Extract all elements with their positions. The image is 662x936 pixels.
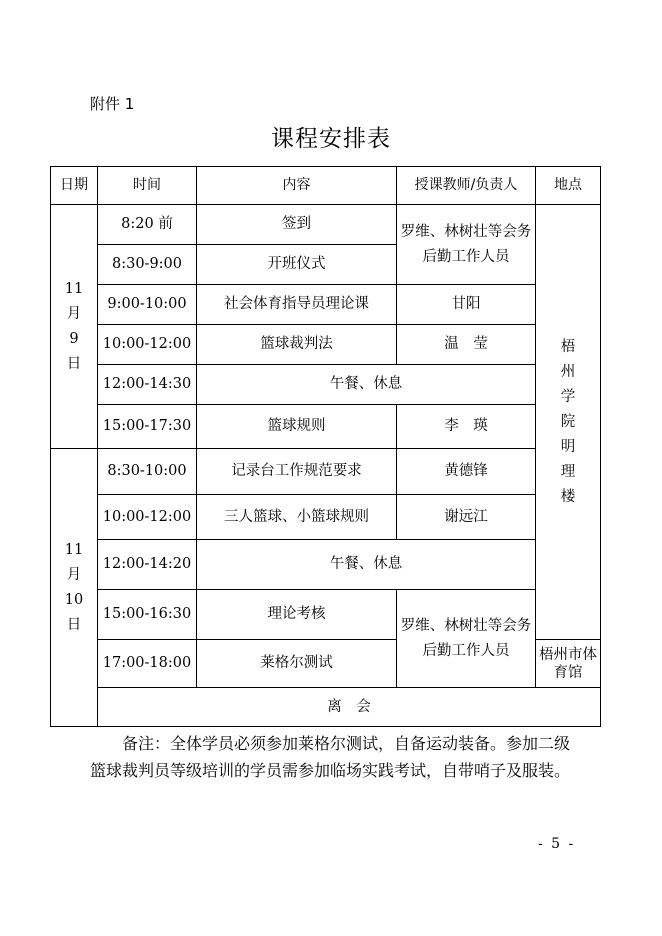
time-cell: 17:00-18:00	[98, 640, 197, 688]
content-cell: 午餐、休息	[197, 540, 536, 590]
time-cell: 12:00-14:30	[98, 365, 197, 405]
time-cell: 8:30-9:00	[98, 245, 197, 285]
content-cell: 开班仪式	[197, 245, 397, 285]
day-2-cell: 11 月 10 日	[51, 449, 98, 727]
footnote: 备注：全体学员必须参加莱格尔测试，自备运动装备。参加二级篮球裁判员等级培训的学员需参加临场实践考试，自带哨子及服装。	[90, 734, 571, 780]
page-number: - 5 -	[538, 836, 576, 852]
table-row	[51, 449, 601, 495]
table-row	[51, 365, 601, 405]
time-cell: 12:00-14:20	[98, 540, 197, 590]
page-title: 课程安排表	[271, 126, 391, 152]
header-time: 时间	[98, 167, 197, 205]
content-cell: 篮球裁判法	[197, 325, 397, 365]
teacher-cell: 甘阳	[397, 285, 536, 325]
content-cell: 记录台工作规范要求	[197, 449, 397, 495]
teacher-group-cell: 罗维、林树壮等会务后勤工作人员	[397, 205, 536, 285]
header-place: 地点	[536, 167, 601, 205]
content-cell: 篮球规则	[197, 405, 397, 449]
time-cell: 9:00-10:00	[98, 285, 197, 325]
table-row	[51, 688, 601, 727]
content-cell: 午餐、休息	[197, 365, 536, 405]
header-content: 内容	[197, 167, 397, 205]
schedule-table	[50, 166, 601, 727]
venue-main-cell: 梧 州 学 院 明 理 楼	[536, 205, 601, 640]
table-row	[51, 205, 601, 245]
content-cell: 三人篮球、小篮球规则	[197, 495, 397, 540]
table-row	[51, 495, 601, 540]
time-cell: 10:00-12:00	[98, 495, 197, 540]
content-cell: 社会体育指导员理论课	[197, 285, 397, 325]
table-row	[51, 325, 601, 365]
time-cell: 15:00-17:30	[98, 405, 197, 449]
teacher-cell: 谢远江	[397, 495, 536, 540]
teacher-group-cell: 罗维、林树壮等会务后勤工作人员	[397, 590, 536, 688]
venue-gym-cell: 梧州市体育馆	[536, 640, 601, 688]
teacher-cell: 温 莹	[397, 325, 536, 365]
departure-cell: 离 会	[98, 688, 601, 727]
time-cell: 8:30-10:00	[98, 449, 197, 495]
content-cell: 签到	[197, 205, 397, 245]
table-row	[51, 540, 601, 590]
time-cell: 15:00-16:30	[98, 590, 197, 640]
table-row	[51, 285, 601, 325]
teacher-cell: 黄德锋	[397, 449, 536, 495]
content-cell: 莱格尔测试	[197, 640, 397, 688]
time-cell: 8:20 前	[98, 205, 197, 245]
teacher-cell: 李 瑛	[397, 405, 536, 449]
header-teacher: 授课教师/负责人	[397, 167, 536, 205]
attachment-label: 附件 1	[90, 95, 135, 113]
content-cell: 理论考核	[197, 590, 397, 640]
table-row	[51, 405, 601, 449]
table-row	[51, 590, 601, 640]
day-1-cell: 11 月 9 日	[51, 205, 98, 449]
header-row	[51, 167, 601, 205]
time-cell: 10:00-12:00	[98, 325, 197, 365]
header-date: 日期	[51, 167, 98, 205]
